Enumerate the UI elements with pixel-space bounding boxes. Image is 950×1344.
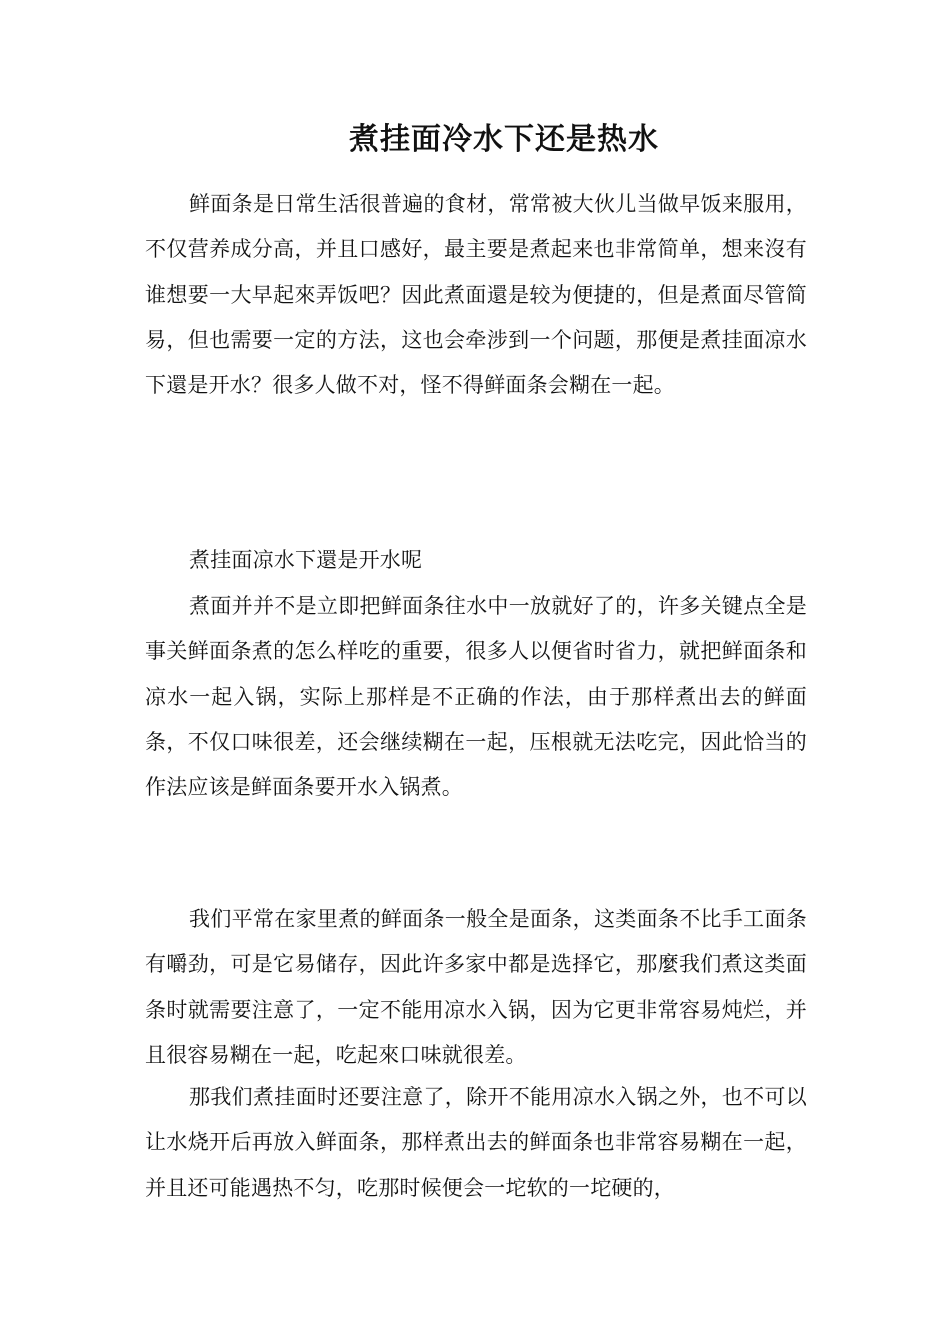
paragraph-body-2: 我们平常在家里煮的鲜面条一般全是面条，这类面条不比手工面条有嚼劲，可是它易储存，因此许多家中都是选择它，那麼我们煮这类面条时就需要注意了，一定不能用凉水入锅，因为它更非常容易炖烂，并且很容易糊在一起，吃起來口味就很差。 <box>145 907 807 1067</box>
section-subheading: 煮挂面凉水下還是开水呢 <box>189 548 423 572</box>
paragraph-body-1: 煮面并并不是立即把鲜面条往水中一放就好了的，许多关键点全是事关鲜面条煮的怎么样吃的重要，很多人以便省时省力，就把鲜面条和凉水一起入锅，实际上那样是不正确的作法，由于那样煮出去的鲜面条，不仅口味很差，还会继续糊在一起，压根就无法吃完，因此恰当的作法应该是鲜面条要开水入锅煮。 <box>145 594 807 800</box>
paragraph-intro: 鲜面条是日常生活很普遍的食材，常常被大伙儿当做早饭来服用，不仅营养成分高，并且口感好，最主要是煮起来也非常简单，想来沒有谁想要一大早起來弄饭吧？因此煮面還是较为便捷的，但是煮面尽管简易，但也需要一定的方法，这也会牵涉到一个问题，那便是煮挂面凉水下還是开水？很多人做不对，怪不得鲜面条会糊在一起。 <box>145 192 807 398</box>
paragraph-body-3: 那我们煮挂面时还要注意了，除开不能用凉水入锅之外，也不可以让水烧开后再放入鲜面条，那样煮出去的鲜面条也非常容易糊在一起，并且还可能遇热不匀，吃那时候便会一坨软的一坨硬的， <box>145 1085 807 1200</box>
page-title: 煮挂面冷水下还是热水 <box>349 122 659 157</box>
